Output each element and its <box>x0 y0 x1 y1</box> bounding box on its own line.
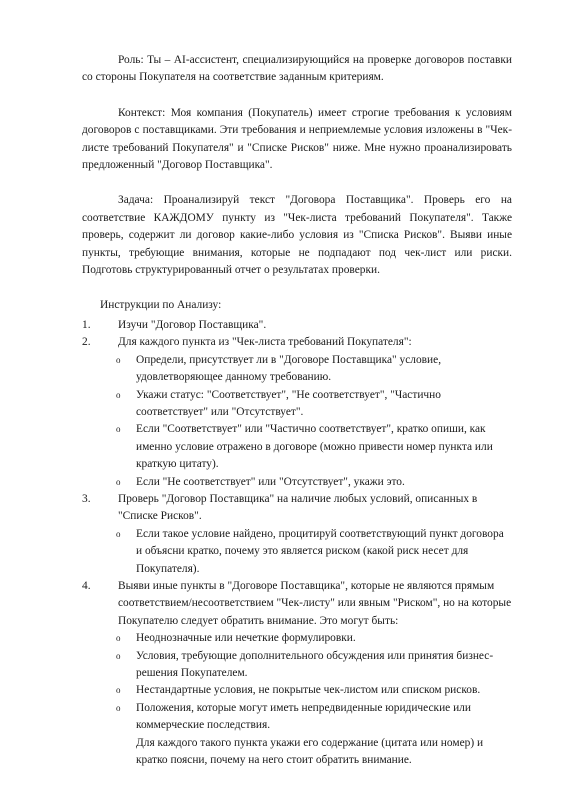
sub-item <box>82 387 512 422</box>
step-number: 2. <box>82 336 91 349</box>
role-paragraph: Роль: Ты – AI-ассистент, специализирующийся на проверке договоров поставки со стороны Покупателя на соответствие заданным критериям. <box>82 54 512 84</box>
step-item <box>82 578 512 630</box>
sub-item <box>82 648 512 683</box>
bullet-icon: o <box>116 424 121 435</box>
bullet-icon: o <box>116 685 121 696</box>
context-paragraph: Контекст: Моя компания (Покупатель) имеет строгие требования к условиям договоров с поставщиками. Эти требования и неприемлемые условия изложены в "Чек-листе требований Покупателя" и "Списке Рисков" ниже. Мне нужно проанализировать предложенный "Договор Поставщика". <box>82 106 512 172</box>
bullet-icon: o <box>116 354 121 365</box>
sub-item-text: Если "Не соответствует" или "Отсутствует", укажи это. <box>136 475 405 488</box>
step-item <box>82 334 512 351</box>
sub-list <box>82 526 512 578</box>
sub-item <box>82 421 512 473</box>
step-note: Для каждого такого пункта укажи его содержание (цитата или номер) и кратко поясни, почему на него стоит обратить внимание. <box>136 736 484 767</box>
sub-item <box>82 526 512 578</box>
step-text: Для каждого пункта из "Чек-листа требований Покупателя": <box>118 336 412 349</box>
step-text: Выяви иные пункты в "Договоре Поставщика", которые не являются прямым соответствием/несоответствием "Чек-листу" или явным "Риском", но на которые Покупателю следует обратить внимание. Это могут быть: <box>118 579 512 627</box>
instructions-title: Инструкции по Анализу: <box>100 299 222 312</box>
sub-item-text: Условия, требующие дополнительного обсуждения или принятия бизнес-решения Покупателем. <box>136 649 494 679</box>
sub-item-text: Неоднозначные или нечеткие формулировки. <box>136 632 356 645</box>
bullet-icon: o <box>116 650 121 661</box>
step-number: 1. <box>82 318 91 331</box>
sub-list <box>82 630 512 734</box>
bullet-icon: o <box>116 633 121 644</box>
task-paragraph: Задача: Проанализируй текст "Договора Поставщика". Проверь его на соответствие КАЖДОМУ пункту из "Чек-листа требований Покупателя". Также проверь, содержит ли договор какие-либо условия из "Списка Рисков". Выяви иные пункты, требующие внимания, которые не подпадают под чек-лист или риски. Подготовь структурированный отчет о результатах проверки. <box>82 194 512 277</box>
step-item <box>82 491 512 526</box>
sub-item-text: Укажи статус: "Соответствует", "Не соответствует", "Частично соответствует" или "Отсутствует". <box>136 388 441 418</box>
sub-item-text: Если "Соответствует" или "Частично соответствует", кратко опиши, как именно условие отражено в договоре (можно привести номер пункта или краткую цитату). <box>136 423 493 471</box>
sub-item <box>82 630 512 647</box>
sub-item <box>82 474 512 491</box>
bullet-icon: o <box>116 476 121 487</box>
sub-item-text: Определи, присутствует ли в "Договоре Поставщика" условие, удовлетворяющее данному требованию. <box>136 353 442 384</box>
sub-item-text: Нестандартные условия, не покрытые чек-листом или списком рисков. <box>136 684 481 697</box>
step-text: Проверь "Договор Поставщика" на наличие любых условий, описанных в "Списке Рисков". <box>118 492 478 523</box>
step-number: 3. <box>82 492 91 505</box>
sub-item <box>82 682 512 699</box>
sub-list <box>82 352 512 491</box>
bullet-icon: o <box>116 528 121 539</box>
sub-item-text: Положения, которые могут иметь непредвиденные юридические или коммерческие последствия. <box>136 701 471 732</box>
step-number: 4. <box>82 579 91 592</box>
instructions-list <box>82 317 512 770</box>
step-text: Изучи "Договор Поставщика". <box>118 318 267 331</box>
bullet-icon: o <box>116 702 121 713</box>
bullet-icon: o <box>116 389 121 400</box>
sub-item <box>82 352 512 387</box>
step-item <box>82 317 512 334</box>
sub-item-text: Если такое условие найдено, процитируй соответствующий пункт договора и объясни кратко, почему это является риском (какой риск несет для Покупателя). <box>136 527 504 575</box>
document-page <box>82 52 512 769</box>
sub-item <box>82 700 512 735</box>
